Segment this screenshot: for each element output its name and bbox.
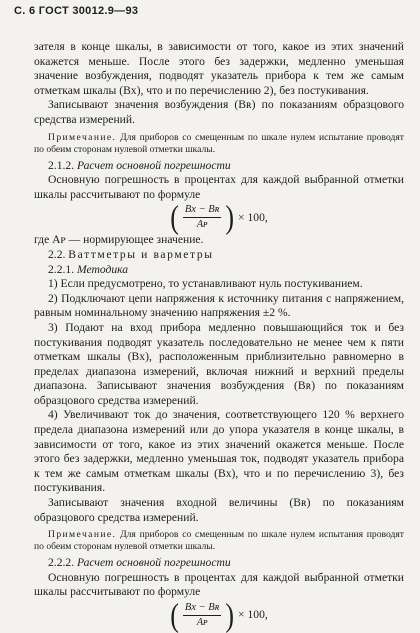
formula-multiplier: × 100, — [238, 210, 268, 224]
page-header: С. 6 ГОСТ 30012.9—93 — [14, 5, 139, 17]
note-2 — [34, 529, 404, 553]
section-title: Методика — [77, 262, 129, 276]
section-number: 2.2.1. — [48, 262, 75, 276]
list-item-1: 1) Если предусмотрено, то устанавливают нуль постукиванием. — [48, 277, 363, 291]
formula-multiplier: × 100, — [238, 608, 268, 622]
note-1 — [34, 132, 404, 156]
section-heading-2-2-1 — [34, 263, 404, 278]
fraction-denominator: Aᴘ — [196, 219, 208, 231]
section-title: Ваттметры и варметры — [68, 247, 214, 261]
right-parenthesis: ) — [225, 199, 235, 236]
paragraph-continuation: зателя в конце шкалы, в зависимости от того, какое из этих значений окажется меньше. После этого без задержки, медленно уменьшая значение возбуждения, подводят указатель прибора к тем же самым отметкам шкалы (Bx), что и по перечислению 2), без постукивания. — [34, 40, 404, 97]
section-number: 2.1.2. — [48, 158, 75, 172]
list-item-3: 3) Подают на вход прибора медленно повышающийся ток и без постукивания подводят указатель последовательно не менее чем к пяти отметкам шкалы (Bx), расположенным приблизительно равномерно в пределах диапазона измерений, включая нижний и верхний пределы диапазона. Записывают значения возбуждения (Bʀ) по показаниям образцового средства измерений. — [34, 320, 404, 407]
note-text: Для приборов со смещенным по шкале нулем испытания проводят по обеим сторонам нулевой отметки шкалы. — [34, 529, 404, 553]
fraction-numerator: Bx − Bʀ — [183, 204, 222, 218]
section-title: Расчет основной погрешности — [77, 556, 231, 570]
list-item-4: 4) Увеличивают ток до значения, соответствующего 120 % верхнего предела диапазона измерений или до упора указателя в конце шкалы, в зависимости от того, какое из этих значений окажется меньше. После этого без задержки, медленно уменьшая ток, подводят указатель прибора к тем же самым отметкам шкалы (Bx), что и по перечислению 3), без постукивания. — [34, 408, 404, 495]
paragraph-where: где Aᴘ — нормирующее значение. — [34, 233, 204, 247]
paragraph-formula-intro: Основную погрешность в процентах для каждой выбранной отметки шкалы рассчитывают по формуле — [34, 173, 404, 201]
fraction-denominator: Aᴘ — [196, 617, 208, 628]
section-heading-2-2-2 — [34, 556, 404, 571]
paragraph-record-values: Записывают значения возбуждения (Bʀ) по показаниям образцового средства измерений. — [34, 98, 404, 126]
note-text: Для приборов со смещенным по шкале нулем испытание проводят по обеим сторонам нулевой отметки шкалы. — [34, 131, 404, 155]
paragraph-record-input: Записывают значения входной величины (Bʀ) по показаниям образцового средства измерений. — [34, 496, 404, 524]
error-formula-2 — [34, 596, 404, 633]
fraction-numerator: Bx − Bʀ — [183, 602, 222, 616]
section-heading-2-1-2 — [34, 159, 404, 174]
section-title: Расчет основной погрешности — [77, 158, 231, 172]
list-item-2: 2) Подключают цепи напряжения к источнику питания с напряжением, равным номинальному значению напряжения ±2 %. — [34, 291, 404, 320]
section-heading-2-2 — [34, 248, 404, 263]
fraction — [183, 204, 222, 231]
right-parenthesis: ) — [225, 596, 235, 633]
document-body — [34, 40, 404, 631]
fraction — [183, 602, 222, 629]
note-label: Примечание. — [48, 131, 117, 143]
error-formula — [34, 199, 404, 236]
paragraph-formula-intro-2: Основную погрешность в процентах для каждой выбранной отметки шкалы рассчитывают по формуле — [34, 570, 404, 599]
left-parenthesis: ( — [170, 596, 179, 633]
left-parenthesis: ( — [170, 199, 179, 236]
section-number: 2.2.2. — [48, 556, 75, 570]
section-number: 2.2. — [48, 247, 66, 261]
note-label: Примечание. — [48, 529, 117, 541]
